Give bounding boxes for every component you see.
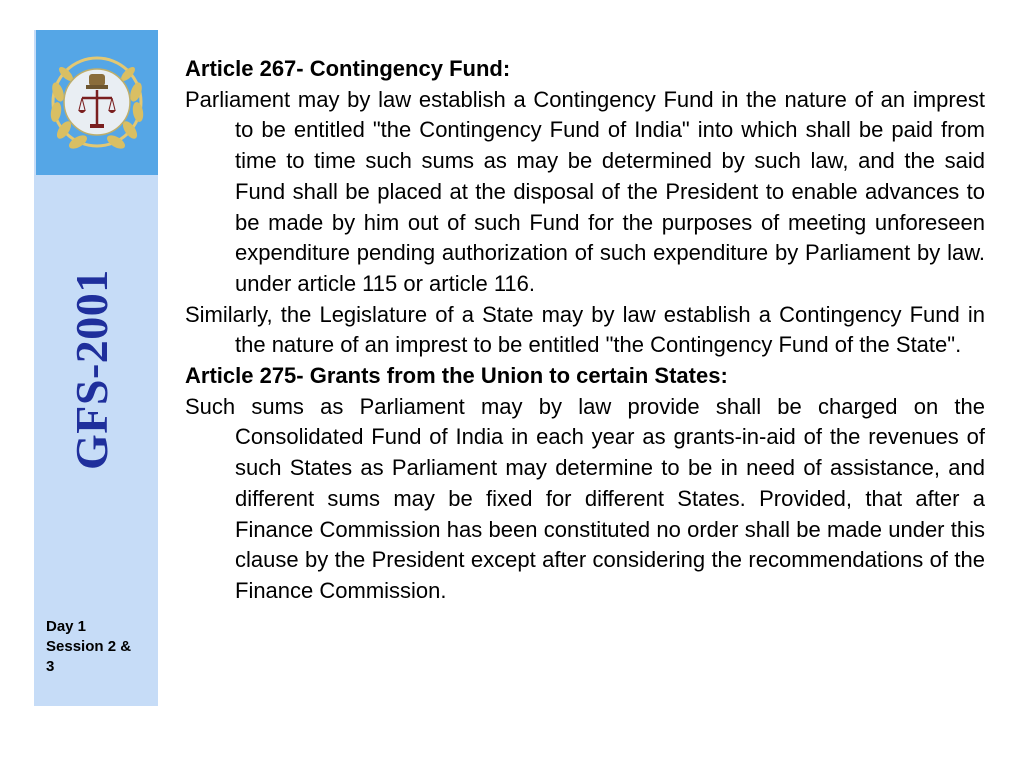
state-contingency-paragraph: Similarly, the Legislature of a State may by law establish a Contingency Fund in the nature of an imprest to be entitled "the Contingency Fund of the State". [185,301,985,358]
session-label [46,617,156,677]
session-line-3: 3 [46,658,55,675]
main-content [185,54,985,607]
session-line-2: Session 2 & [46,638,132,655]
session-line-1: Day 1 [46,618,87,635]
article-275-heading: Article 275- Grants from the Union to certain States: [185,363,728,389]
vertical-title: GFS-2001 [66,269,117,470]
article-267-heading: Article 267- Contingency Fund: [185,56,511,81]
article-267-paragraph: Parliament may by law establish a Contingency Fund in the nature of an imprest to be entitled "the Contingency Fund of India" into which shall be paid from time to time such sums as may be determined by such law, and the said Fund shall be placed at the disposal of the President to enable advances to be made by him out of such Fund for the purposes of meeting unforeseen expenditure pending authorization of such expenditure by Parliament by law. under article 115 or article 116. [185,86,985,296]
emblem-logo [36,30,158,175]
emblem-icon [36,30,158,175]
article-275-paragraph: Such sums as Parliament may by law provide shall be charged on the Consolidated Fund of India in each year as grants-in-aid of the revenues of such States as Parliament may determine to be in need of assistance, and different sums may be fixed for different States. Provided, that after a Finance Commission has been constituted no order shall be made under this clause by the President except after considering the recommendations of the Finance Commission. [185,393,985,603]
